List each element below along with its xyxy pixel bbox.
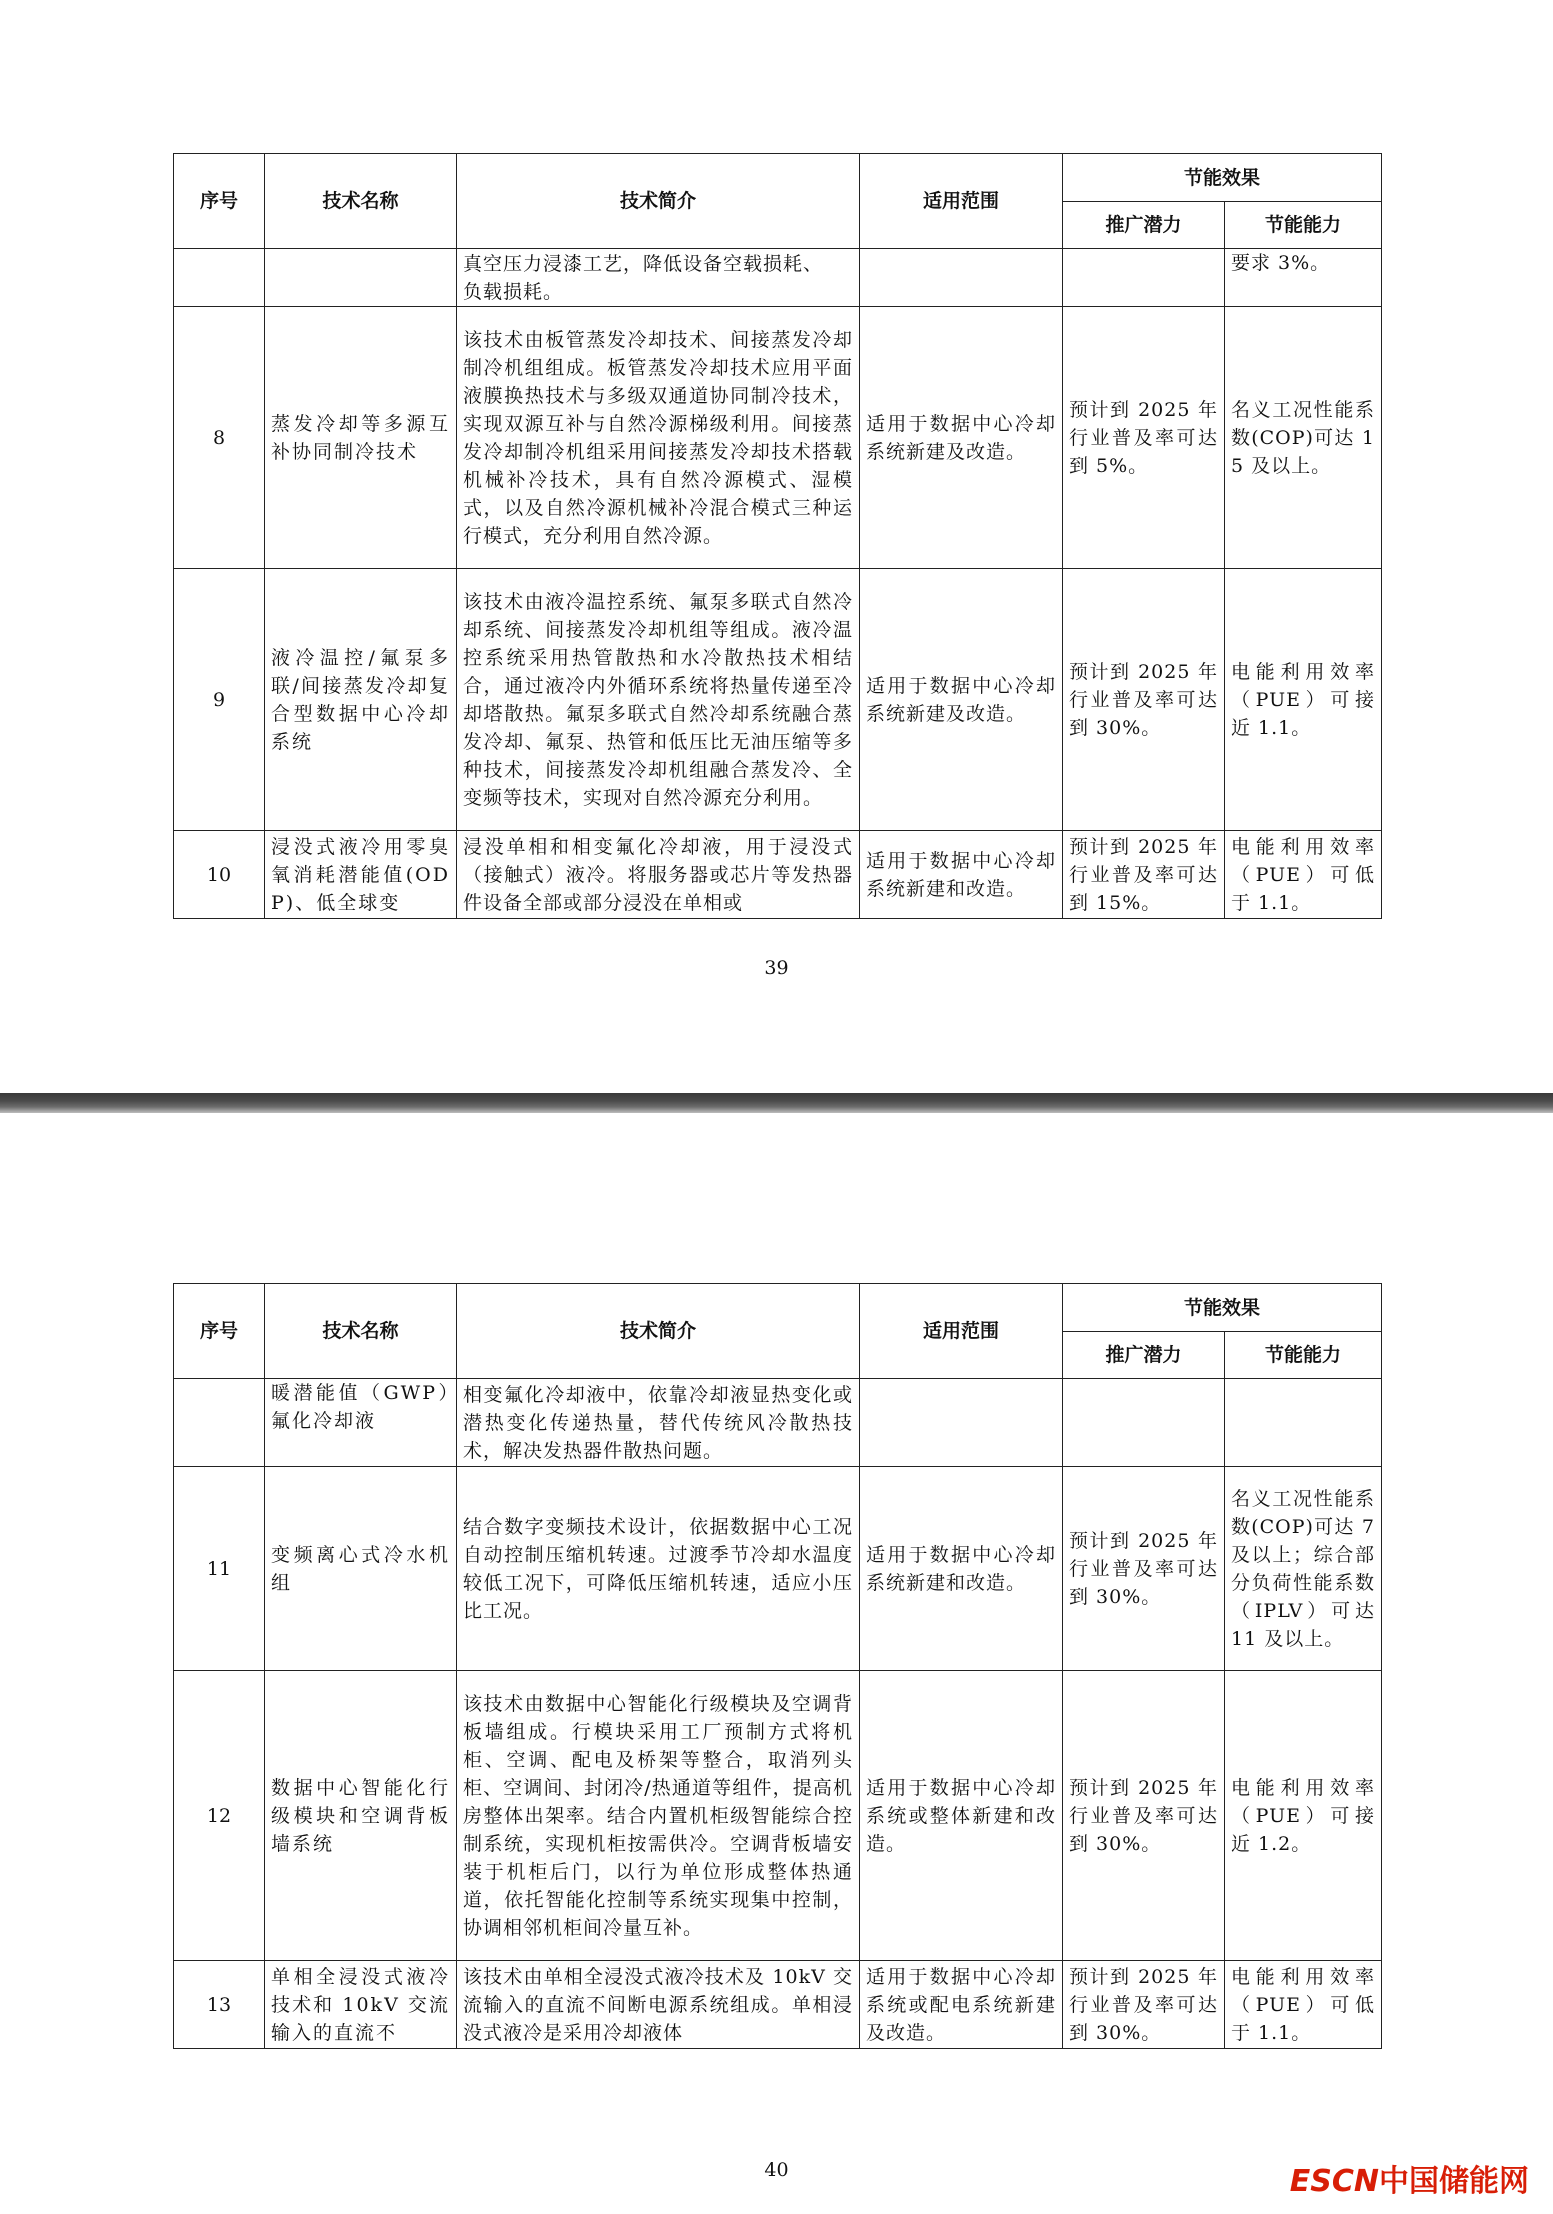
cell-capability: 电能利用效率（PUE）可接近 1.1。 — [1225, 569, 1382, 831]
cell-potential: 预计到 2025 年行业普及率可达到 30%。 — [1063, 1961, 1225, 2049]
cell-name: 暖潜能值（GWP）氟化冷却液 — [265, 1379, 457, 1467]
watermark-cn: 中国储能网 — [1379, 2164, 1529, 2199]
table-row — [174, 831, 1382, 919]
cell-name: 单相全浸没式液冷技术和 10kV 交流输入的直流不 — [265, 1961, 457, 2049]
cell-potential: 预计到 2025 年行业普及率可达到 30%。 — [1063, 1467, 1225, 1671]
header-scope: 适用范围 — [860, 1284, 1063, 1379]
page-separator — [0, 1093, 1553, 1113]
cell-seq — [174, 249, 265, 307]
cell-seq: 9 — [174, 569, 265, 831]
cell-scope: 适用于数据中心冷却系统或配电系统新建及改造。 — [860, 1961, 1063, 2049]
header-capability: 节能能力 — [1225, 202, 1382, 249]
cell-scope: 适用于数据中心冷却系统或整体新建和改造。 — [860, 1671, 1063, 1961]
page-number: 40 — [764, 2159, 789, 2181]
header-name: 技术名称 — [265, 154, 457, 249]
cell-desc: 相变氟化冷却液中，依靠冷却液显热变化或潜热变化传递热量，替代传统风冷散热技术，解决发热器件散热问题。 — [457, 1379, 860, 1467]
cell-capability: 电能利用效率（PUE）可低于 1.1。 — [1225, 1961, 1382, 2049]
cell-capability: 电能利用效率（PUE）可接近 1.2。 — [1225, 1671, 1382, 1961]
cell-capability: 名义工况性能系数(COP)可达 15 及以上。 — [1225, 307, 1382, 569]
cell-seq — [174, 1379, 265, 1467]
cell-potential: 预计到 2025 年行业普及率可达到 30%。 — [1063, 1671, 1225, 1961]
table-row — [174, 1467, 1382, 1671]
cell-scope: 适用于数据中心冷却系统新建及改造。 — [860, 569, 1063, 831]
cell-seq: 10 — [174, 831, 265, 919]
watermark-latin: ESCN — [1289, 2164, 1379, 2199]
technology-table — [173, 153, 1382, 919]
cell-desc: 该技术由板管蒸发冷却技术、间接蒸发冷却制冷机组组成。板管蒸发冷却技术应用平面液膜换热技术与多级双通道协同制冷技术，实现双源互补与自然冷源梯级利用。间接蒸发冷却制冷机组采用间接蒸发冷却技术搭载机械补冷技术，具有自然冷源模式、湿模式，以及自然冷源机械补冷混合模式三种运行模式，充分利用自然冷源。 — [457, 307, 860, 569]
cell-potential: 预计到 2025 年行业普及率可达到 15%。 — [1063, 831, 1225, 919]
watermark-logo — [1290, 2156, 1529, 2200]
cell-desc: 结合数字变频技术设计，依据数据中心工况自动控制压缩机转速。过渡季节冷却水温度较低工况下，可降低压缩机转速，适应小压比工况。 — [457, 1467, 860, 1671]
cell-scope — [860, 249, 1063, 307]
cell-capability: 名义工况性能系数(COP)可达 7 及以上；综合部分负荷性能系数（IPLV）可达 11 及以上。 — [1225, 1467, 1382, 1671]
cell-desc: 浸没单相和相变氟化冷却液，用于浸没式（接触式）液冷。将服务器或芯片等发热器件设备全部或部分浸没在单相或 — [457, 831, 860, 919]
cell-potential — [1063, 249, 1225, 307]
cell-desc: 该技术由液冷温控系统、氟泵多联式自然冷却系统、间接蒸发冷却机组等组成。液冷温控系统采用热管散热和水冷散热技术相结合，通过液冷内外循环系统将热量传递至冷却塔散热。氟泵多联式自然冷却系统融合蒸发冷却、氟泵、热管和低压比无油压缩等多种技术，间接蒸发冷却机组融合蒸发冷、全变频等技术，实现对自然冷源充分利用。 — [457, 569, 860, 831]
table-row — [174, 1379, 1382, 1467]
header-desc: 技术简介 — [457, 154, 860, 249]
table-row — [174, 1961, 1382, 2049]
cell-seq: 11 — [174, 1467, 265, 1671]
cell-seq: 13 — [174, 1961, 265, 2049]
table-row — [174, 569, 1382, 831]
cell-desc-text: 真空压力浸漆工艺，降低设备空载损耗、 负载损耗。 — [463, 252, 824, 303]
cell-name: 变频离心式冷水机组 — [265, 1467, 457, 1671]
cell-name: 液冷温控/氟泵多联/间接蒸发冷却复合型数据中心冷却系统 — [265, 569, 457, 831]
cell-seq: 12 — [174, 1671, 265, 1961]
table-row — [174, 1671, 1382, 1961]
header-effect: 节能效果 — [1063, 154, 1382, 202]
cell-desc: 该技术由单相全浸没式液冷技术及 10kV 交流输入的直流不间断电源系统组成。单相浸没式液冷是采用冷却液体 — [457, 1961, 860, 2049]
header-potential: 推广潜力 — [1063, 1332, 1225, 1379]
cell-capability: 要求 3%。 — [1225, 249, 1382, 307]
header-scope: 适用范围 — [860, 154, 1063, 249]
header-potential: 推广潜力 — [1063, 202, 1225, 249]
header-seq: 序号 — [174, 154, 265, 249]
header-desc: 技术简介 — [457, 1284, 860, 1379]
header-capability: 节能能力 — [1225, 1332, 1382, 1379]
table-row — [174, 307, 1382, 569]
cell-scope: 适用于数据中心冷却系统新建和改造。 — [860, 831, 1063, 919]
document-page-40 — [0, 1113, 1553, 2214]
cell-desc — [457, 249, 860, 307]
cell-scope: 适用于数据中心冷却系统新建及改造。 — [860, 307, 1063, 569]
cell-scope: 适用于数据中心冷却系统新建和改造。 — [860, 1467, 1063, 1671]
technology-table — [173, 1283, 1382, 2049]
cell-name: 蒸发冷却等多源互补协同制冷技术 — [265, 307, 457, 569]
cell-capability: 电能利用效率（PUE）可低于 1.1。 — [1225, 831, 1382, 919]
header-name: 技术名称 — [265, 1284, 457, 1379]
header-seq: 序号 — [174, 1284, 265, 1379]
cell-seq: 8 — [174, 307, 265, 569]
cell-capability — [1225, 1379, 1382, 1467]
cell-scope — [860, 1379, 1063, 1467]
cell-potential: 预计到 2025 年行业普及率可达到 30%。 — [1063, 569, 1225, 831]
cell-name: 数据中心智能化行级模块和空调背板墙系统 — [265, 1671, 457, 1961]
header-effect: 节能效果 — [1063, 1284, 1382, 1332]
cell-potential: 预计到 2025 年行业普及率可达到 5%。 — [1063, 307, 1225, 569]
document-page-39 — [0, 0, 1553, 1095]
cell-desc: 该技术由数据中心智能化行级模块及空调背板墙组成。行模块采用工厂预制方式将机柜、空调、配电及桥架等整合，取消列头柜、空调间、封闭冷/热通道等组件，提高机房整体出架率。结合内置机柜级智能综合控制系统，实现机柜按需供冷。空调背板墙安装于机柜后门，以行为单位形成整体热通道，依托智能化控制等系统实现集中控制，协调相邻机柜间冷量互补。 — [457, 1671, 860, 1961]
page-number: 39 — [764, 957, 789, 979]
cell-potential — [1063, 1379, 1225, 1467]
table-row — [174, 249, 1382, 307]
cell-name — [265, 249, 457, 307]
cell-name: 浸没式液冷用零臭氧消耗潜能值(ODP)、低全球变 — [265, 831, 457, 919]
